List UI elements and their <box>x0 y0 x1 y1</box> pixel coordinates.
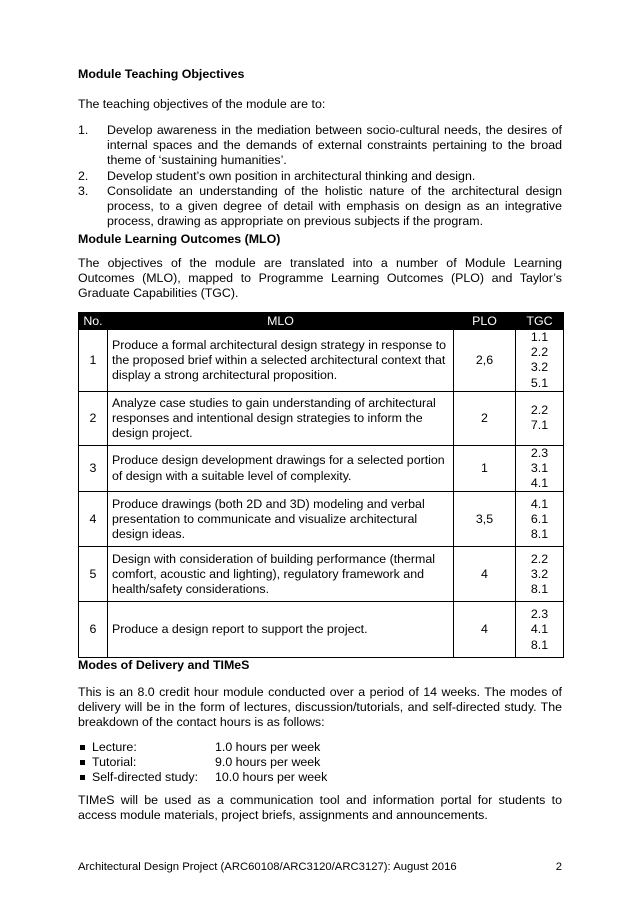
row-number: 5 <box>79 547 108 602</box>
mlo-description: Design with consideration of building performance (thermal comfort, acoustic and lighting), regulatory framework and health/safety considerations. <box>108 547 454 602</box>
objectives-intro: The teaching objectives of the module are to: <box>78 97 326 111</box>
tgc-values <box>516 547 564 602</box>
tgc-value: 4.1 <box>530 476 549 491</box>
table-row <box>79 492 564 547</box>
tgc-values <box>516 492 564 547</box>
list-item <box>78 755 562 770</box>
plo-value: 3,5 <box>454 492 516 547</box>
times-paragraph: TIMeS will be used as a communication tool and information portal for students to access module materials, project briefs, assignments and announcements. <box>78 793 562 823</box>
tgc-value: 1.1 <box>530 330 549 344</box>
mlo-description: Produce design development drawings for a selected portion of design with a suitable level of complexity. <box>108 445 454 492</box>
row-number: 3 <box>79 445 108 492</box>
objectives-heading: Module Teaching Objectives <box>78 67 245 81</box>
table-row <box>79 330 564 392</box>
list-item <box>78 169 562 184</box>
delivery-intro: This is an 8.0 credit hour module conducted over a period of 14 weeks. The modes of delivery will be in the form of lectures, discussion/tutorials, and self-directed study. The breakdown of the contact hours is as follows: <box>78 685 562 730</box>
table-header-row <box>79 313 564 330</box>
mlo-table <box>78 312 564 658</box>
row-number: 1 <box>79 330 108 392</box>
mlo-description: Produce drawings (both 2D and 3D) modeling and verbal presentation to communicate and visualize architectural design ideas. <box>108 492 454 547</box>
table-row <box>79 547 564 602</box>
column-header-no: No. <box>79 313 108 330</box>
row-number: 2 <box>79 391 108 445</box>
tgc-value: 3.2 <box>530 566 549 581</box>
list-item-text: Consolidate an understanding of the holistic nature of the architectural design process, to a given degree of detail with emphasis on design as an integrative process, drawing as appropriate on previous subjects if the program. <box>107 183 562 229</box>
column-header-mlo: MLO <box>108 313 454 330</box>
column-header-tgc: TGC <box>516 313 564 330</box>
page-number: 2 <box>555 861 562 873</box>
bullet-icon <box>80 775 85 780</box>
tgc-value: 2.2 <box>530 345 549 360</box>
footer-title: Architectural Design Project (ARC60108/ARC3120/ARC3127): August 2016 <box>78 861 457 873</box>
tgc-value: 3.2 <box>530 360 549 375</box>
tgc-value: 7.1 <box>530 418 549 433</box>
objectives-list <box>78 123 562 229</box>
hours-label: Self-directed study: <box>92 770 199 785</box>
row-number: 4 <box>79 492 108 547</box>
plo-value: 4 <box>454 602 516 658</box>
hours-label: Tutorial: <box>92 755 137 770</box>
tgc-value: 2.3 <box>530 445 549 460</box>
tgc-value: 2.3 <box>530 607 549 622</box>
tgc-value: 2.2 <box>530 403 549 418</box>
tgc-values <box>516 330 564 392</box>
tgc-value: 8.1 <box>530 637 549 652</box>
page-footer <box>78 860 562 875</box>
bullet-icon <box>80 745 85 750</box>
plo-value: 2,6 <box>454 330 516 392</box>
list-number: 3. <box>78 183 89 198</box>
outcomes-intro: The objectives of the module are translated into a number of Module Learning Outcomes (MLO), mapped to Programme Learning Outcomes (PLO) and Taylor’s Graduate Capabilities (TGC). <box>78 256 562 301</box>
tgc-value: 3.1 <box>530 461 549 476</box>
tgc-values <box>516 391 564 445</box>
plo-value: 4 <box>454 547 516 602</box>
tgc-values <box>516 602 564 658</box>
contact-hours-list <box>78 740 562 786</box>
mlo-description: Produce a formal architectural design strategy in response to the proposed brief within a selected architectural context that display a strong architectural proposition. <box>108 330 454 392</box>
tgc-value: 4.1 <box>530 496 549 511</box>
list-item-text: Develop student’s own position in architectural thinking and design. <box>107 168 476 183</box>
tgc-value: 2.2 <box>530 551 549 566</box>
column-header-plo: PLO <box>454 313 516 330</box>
mlo-description: Produce a design report to support the project. <box>108 602 454 658</box>
mlo-description: Analyze case studies to gain understanding of architectural responses and intentional design strategies to inform the design project. <box>108 391 454 445</box>
outcomes-heading: Module Learning Outcomes (MLO) <box>78 232 281 246</box>
hours-value: 10.0 hours per week <box>215 770 328 785</box>
list-number: 2. <box>78 168 89 183</box>
list-item <box>78 184 562 230</box>
plo-value: 1 <box>454 445 516 492</box>
list-item <box>78 123 562 169</box>
table-row <box>79 391 564 445</box>
tgc-value: 6.1 <box>530 511 549 526</box>
hours-value: 1.0 hours per week <box>215 740 321 754</box>
list-item-text: Develop awareness in the mediation between socio-cultural needs, the desires of internal spaces and the demands of external constraints pertaining to the broad theme of ‘sustaining humanities’. <box>107 123 562 168</box>
list-item <box>78 770 562 785</box>
table-row <box>79 602 564 658</box>
hours-value: 9.0 hours per week <box>215 755 321 770</box>
tgc-value: 8.1 <box>530 527 549 542</box>
bullet-icon <box>80 760 85 765</box>
delivery-heading: Modes of Delivery and TIMeS <box>78 658 250 672</box>
row-number: 6 <box>79 602 108 658</box>
tgc-value: 4.1 <box>530 622 549 637</box>
table-row <box>79 445 564 492</box>
list-item <box>78 740 562 755</box>
plo-value: 2 <box>454 391 516 445</box>
tgc-value: 8.1 <box>530 582 549 597</box>
hours-label: Lecture: <box>92 740 137 754</box>
list-number: 1. <box>78 123 89 137</box>
tgc-values <box>516 445 564 492</box>
tgc-value: 5.1 <box>530 375 549 390</box>
